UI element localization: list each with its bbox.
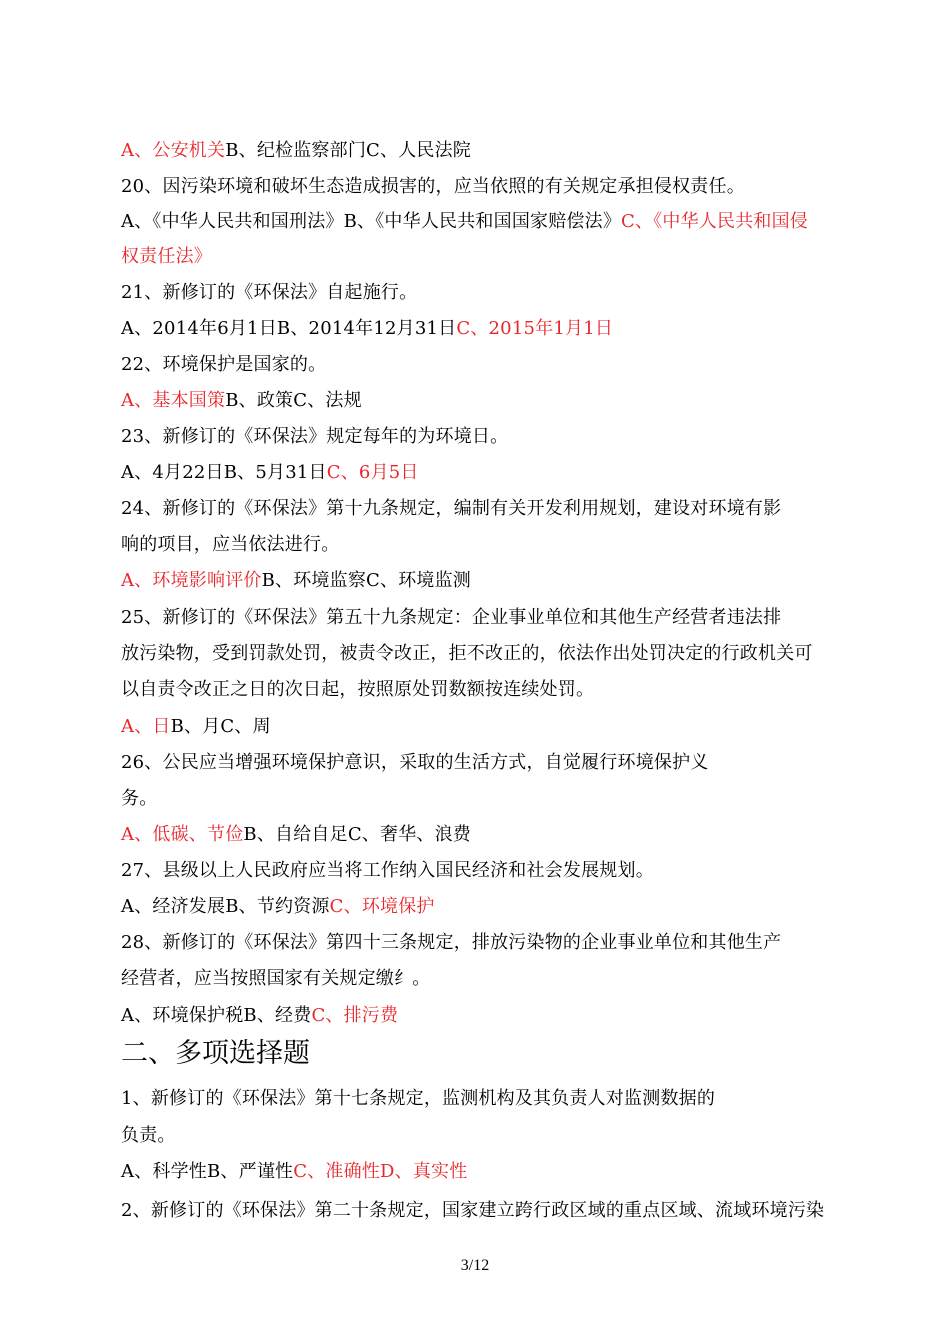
line-8	[121, 389, 362, 413]
question-text: 负责。	[121, 1125, 176, 1146]
question-text: A、2014年6月1日B、2014年12月31日	[121, 318, 457, 339]
answer-text: A、公安机关	[121, 140, 226, 161]
line-6	[121, 317, 613, 341]
question-text: 1、新修订的《环保法》第十七条规定，监测机构及其负责人对监测数据的	[121, 1088, 716, 1109]
question-text: A、环境保护税B、经费	[121, 1005, 312, 1026]
line-29	[121, 1199, 824, 1223]
question-text: 22、环境保护是国家的。	[121, 354, 327, 375]
line-3	[121, 210, 808, 234]
question-text: 以自责令改正之日的次日起，按照原处罚数额按连续处罚。	[121, 679, 595, 700]
line-25	[121, 1004, 398, 1028]
question-text: 26、公民应当增强环境保护意识，采取的生活方式，自觉履行环境保护义	[121, 752, 709, 773]
question-text: A、经济发展B、节约资源	[121, 896, 330, 917]
answer-text: A、基本国策	[121, 390, 226, 411]
page-number: 3/12	[460, 1257, 490, 1274]
line-14	[121, 606, 781, 630]
question-text: 2、新修订的《环保法》第二十条规定，国家建立跨行政区域的重点区域、流域环境污染	[121, 1200, 825, 1221]
line-24	[121, 967, 430, 991]
line-16	[121, 678, 594, 702]
answer-text: C、准确性D、真实性	[293, 1161, 468, 1182]
answer-text: 权责任法》	[121, 246, 212, 267]
question-text: B、政策C、法规	[225, 390, 362, 411]
answer-text: A、环境影响评价	[121, 570, 262, 591]
question-text: 经营者，应当按照国家有关规定缴纟。	[121, 968, 431, 989]
question-text: B、纪检监察部门C、人民法院	[225, 140, 472, 161]
line-23	[121, 931, 781, 955]
answer-text: C、环境保护	[329, 896, 435, 917]
line-4	[121, 245, 212, 269]
question-text: 20、因污染环境和破坏生态造成损害的，应当依照的有关规定承担侵权责任。	[121, 176, 745, 197]
question-text: 24、新修订的《环保法》第十九条规定，编制有关开发利用规划，建设对环境有影	[121, 498, 782, 519]
line-19	[121, 787, 157, 811]
question-text: B、月C、周	[170, 716, 271, 737]
question-text: 27、县级以上人民政府应当将工作纳入国民经济和社会发展规划。	[121, 860, 654, 881]
line-10	[121, 461, 419, 485]
line-18	[121, 751, 709, 775]
question-text: 放污染物，受到罚款处罚，被责令改正，拒不改正的，依法作出处罚决定的行政机关可	[121, 643, 813, 664]
question-text: 21、新修订的《环保法》自起施行。	[121, 282, 418, 303]
answer-text: C、排污费	[311, 1005, 399, 1026]
line-11	[121, 497, 781, 521]
answer-text: A、日	[121, 716, 171, 737]
line-21	[121, 859, 654, 883]
question-text: 25、新修订的《环保法》第五十九条规定：企业事业单位和其他生产经营者违法排	[121, 607, 782, 628]
question-text: 23、新修订的《环保法》规定每年的为环境日。	[121, 426, 509, 447]
line-7	[121, 353, 326, 377]
line-20	[121, 823, 471, 847]
line-26	[121, 1087, 715, 1111]
line-1	[121, 139, 471, 163]
line-5	[121, 281, 417, 305]
question-text: A、科学性B、严谨性	[121, 1161, 294, 1182]
question-text: 响的项目，应当依法进行。	[121, 534, 340, 555]
line-15	[121, 642, 813, 666]
answer-text: C、《中华人民共和国侵	[621, 211, 809, 232]
line-28	[121, 1160, 467, 1184]
question-text: B、环境监察C、环境监测	[261, 570, 472, 591]
section-heading: 二、多项选择题	[121, 1038, 310, 1069]
line-27	[121, 1124, 176, 1148]
question-text: B、自给自足C、奢华、浪费	[243, 824, 472, 845]
line-17	[121, 715, 271, 739]
question-text: 28、新修订的《环保法》第四十三条规定，排放污染物的企业事业单位和其他生产	[121, 932, 782, 953]
question-text: A、《中华人民共和国刑法》B、《中华人民共和国国家赔偿法》	[121, 211, 622, 232]
line-12	[121, 533, 339, 557]
line-22	[121, 895, 435, 919]
answer-text: C、6月5日	[326, 462, 419, 483]
line-9	[121, 425, 508, 449]
line-2	[121, 175, 745, 199]
question-text: A、4月22日B、5月31日	[121, 462, 327, 483]
line-13	[121, 569, 471, 593]
question-text: 务。	[121, 788, 158, 809]
answer-text: C、2015年1月1日	[456, 318, 614, 339]
answer-text: A、低碳、节俭	[121, 824, 244, 845]
